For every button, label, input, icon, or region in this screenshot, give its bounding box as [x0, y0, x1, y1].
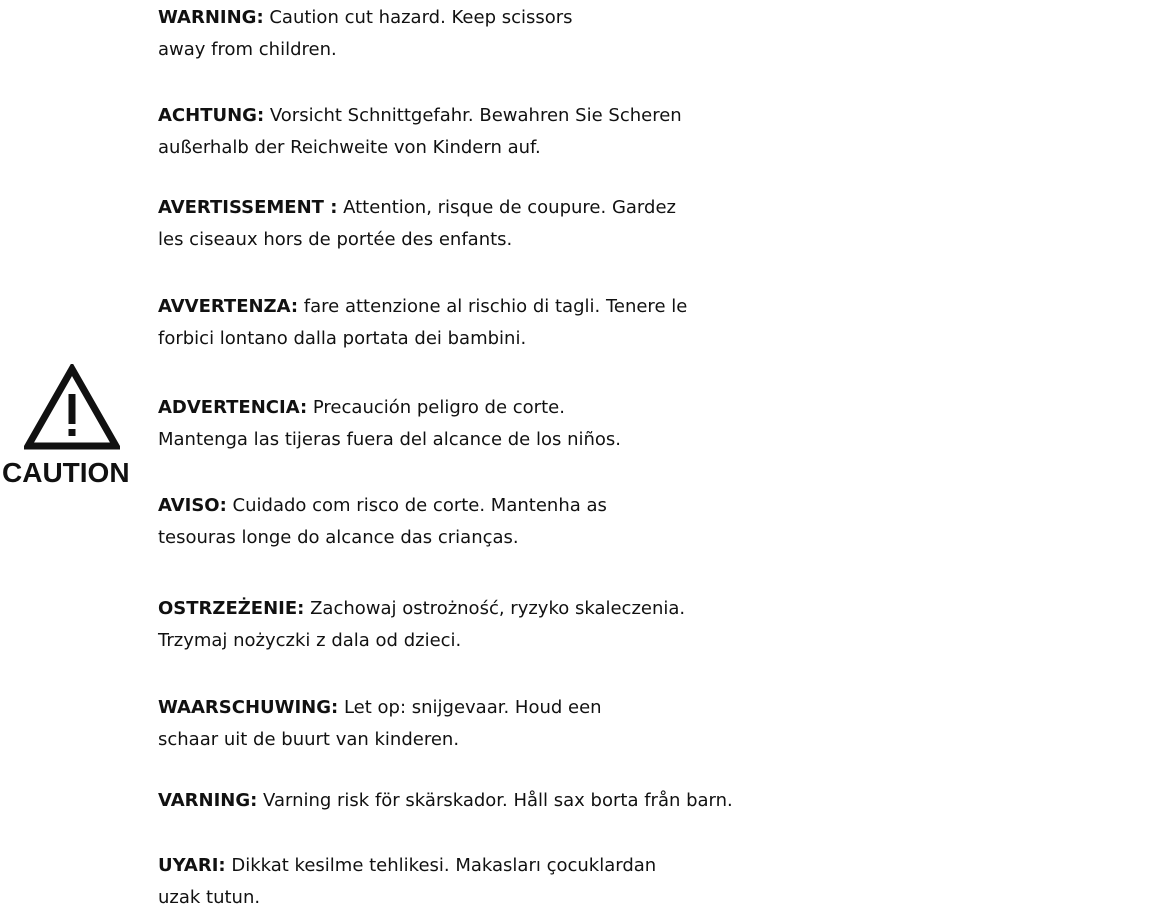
warning-text: Cuidado com risco de corte. Mantenha as [226, 495, 607, 516]
warning-heading: WARNING: [158, 7, 264, 28]
warning-text: Dikkat kesilme tehlikesi. Makasları çocuklardan [225, 855, 657, 876]
warning-line-1 [158, 850, 1170, 882]
warning-sv [158, 785, 1170, 817]
warning-line-1 [158, 2, 1170, 34]
warning-text: fare attenzione al rischio di tagli. Tenere le [298, 296, 688, 317]
warning-heading: UYARI: [158, 855, 226, 876]
warning-en [158, 2, 1170, 66]
warning-line-2: les ciseaux hors de portée des enfants. [158, 229, 513, 250]
warning-line-2: schaar uit de buurt van kinderen. [158, 729, 460, 750]
warning-line-2: Trzymaj nożyczki z dala od dzieci. [158, 630, 462, 651]
warning-heading: AVVERTENZA: [158, 296, 299, 317]
warning-tr [158, 850, 1170, 914]
warning-heading: OSTRZEŻENIE: [158, 598, 305, 619]
warning-line-2: forbici lontano dalla portata dei bambini. [158, 328, 527, 349]
warning-text: Let op: snijgevaar. Houd een [338, 697, 602, 718]
warning-line-1 [158, 192, 1170, 224]
warning-line-1 [158, 785, 1170, 817]
warning-pl [158, 593, 1170, 657]
warning-text: Attention, risque de coupure. Gardez [337, 197, 676, 218]
caution-badge [2, 364, 144, 494]
warning-es [158, 392, 1170, 456]
warning-line-2: away from children. [158, 39, 337, 60]
warning-line-1 [158, 100, 1170, 132]
warning-heading: AVERTISSEMENT : [158, 197, 338, 218]
warning-heading: VARNING: [158, 790, 258, 811]
warning-line-1 [158, 490, 1170, 522]
warning-text: Varning risk för skärskador. Håll sax borta från barn. [257, 790, 733, 811]
warning-line-1 [158, 593, 1170, 625]
warning-text: Zachowaj ostrożność, ryzyko skaleczenia. [304, 598, 686, 619]
warning-fr [158, 192, 1170, 256]
warning-text: Vorsicht Schnittgefahr. Bewahren Sie Scheren [264, 105, 682, 126]
warning-heading: AVISO: [158, 495, 227, 516]
warning-text: Precaución peligro de corte. [307, 397, 565, 418]
warning-line-2: außerhalb der Reichweite von Kindern auf. [158, 137, 541, 158]
warning-de [158, 100, 1170, 164]
warning-it [158, 291, 1170, 355]
warning-heading: ADVERTENCIA: [158, 397, 308, 418]
warning-line-2: tesouras longe do alcance das crianças. [158, 527, 519, 548]
warnings-list [158, 0, 1170, 914]
warning-line-1 [158, 692, 1170, 724]
warning-heading: WAARSCHUWING: [158, 697, 339, 718]
caution-label: CAUTION [2, 457, 130, 488]
warning-triangle-icon [24, 364, 120, 450]
warning-line-1 [158, 291, 1170, 323]
warning-pt [158, 490, 1170, 554]
warning-heading: ACHTUNG: [158, 105, 265, 126]
warning-line-2: uzak tutun. [158, 887, 261, 908]
warning-text: Caution cut hazard. Keep scissors [263, 7, 573, 28]
warning-line-2: Mantenga las tijeras fuera del alcance de los niños. [158, 429, 621, 450]
warning-line-1 [158, 392, 1170, 424]
warning-nl [158, 692, 1170, 756]
